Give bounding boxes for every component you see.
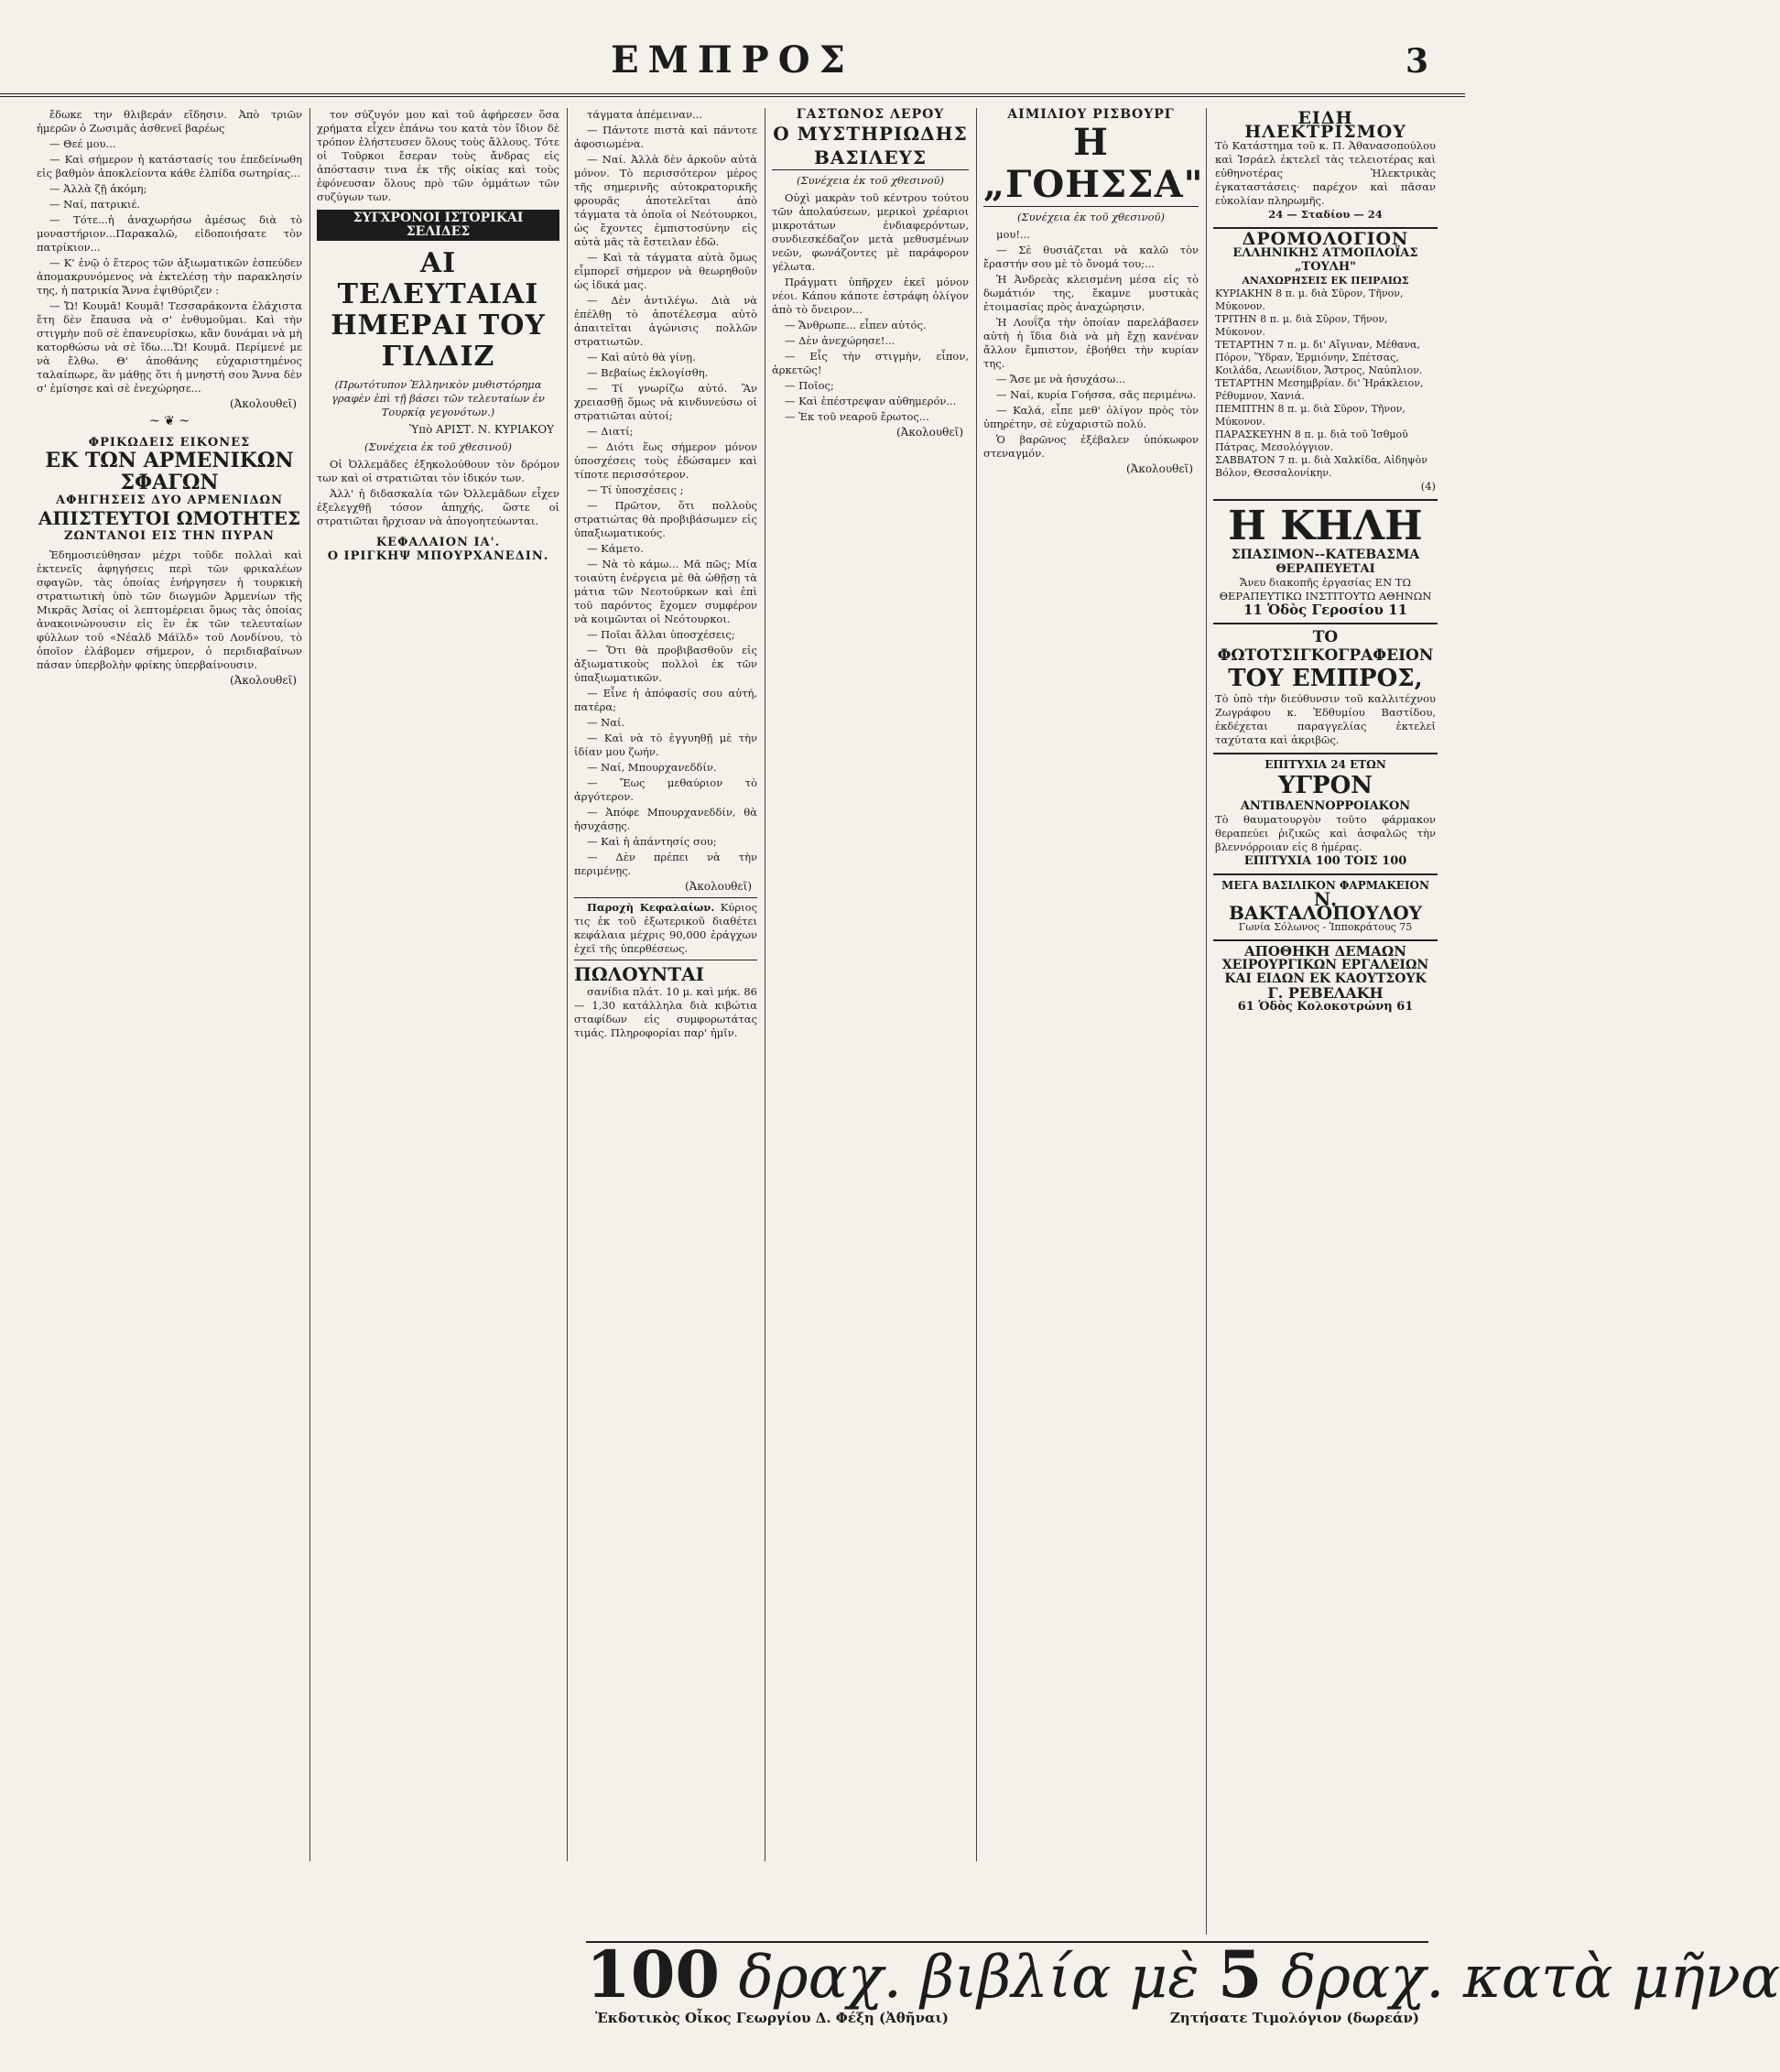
- schedule-line: ΠΑΡΑΣΚΕΥΗΝ 8 π. μ. διὰ τοῦ Ἰσθμοῦ Πάτρας, Μεσολόγγιον.: [1215, 429, 1408, 453]
- banner-text: δραχ. βιβλία μὲ: [738, 1944, 1199, 2012]
- serial-title: Η „ΓΟΗΣΣΑ": [983, 121, 1204, 206]
- col3-paragraph: — Νὰ τὸ κάμω... Μᾶ πῶς; Μία τοιαύτη ἐνέργεια μὲ θὰ ὠθῇσῃ τὰ μάτια τῶν Νεοτούρκων καὶ ἐπὶ τοῦ παρόντος ἔχομεν συμφέρον νὰ κοιμῶνται οἱ Νεότουρκοι.: [574, 558, 757, 625]
- col5-paragraph: Ἡ Λουΐζα τὴν ὁποίαν παρελάβασεν αὐτὴ ἡ ἴδια διὰ νὰ μὴ ἔχῃ κανέναν ἄλλον ἔμπιστον, ἐβοήθει τὴν κυρίαν της.: [983, 316, 1199, 370]
- chapter-number: ΚΕΦΑΛΑΙΟΝ ΙΑ'.: [375, 536, 501, 549]
- continued-note: (Ἀκολουθεῖ): [229, 674, 297, 687]
- sale-body: σανίδια πλάτ. 10 μ. καὶ μήκ. 86— 1,30 κατάλληλα διὰ κιβώτια σταφίδων εἰς συμφορωτάτας τιμάς. Πληροφορίαι παρ' ἡμῖν.: [574, 985, 757, 1039]
- col4-paragraph: — Ἄνθρωπε... εἶπεν αὐτός.: [785, 319, 927, 331]
- ads-column: [1213, 108, 1438, 1935]
- headline-sub: ΑΦΗΓΗΣΕΙΣ ΔΥΟ ΑΡΜΕΝΙΔΩΝ: [56, 494, 283, 507]
- continued-note: (Ἀκολουθεῖ): [895, 426, 963, 439]
- banner-number: 5: [1217, 1936, 1263, 2012]
- ad-address: 11 Ὁδὸς Γεροσίου 11: [1243, 602, 1408, 618]
- column-3: [574, 108, 757, 1861]
- masthead: [0, 37, 1465, 97]
- serial-author: ΑΙΜΙΛΙΟΥ ΡΙΣΒΟΥΡΓ: [1007, 107, 1175, 122]
- banner-publisher: Ἐκδοτικὸς Οἶκος Γεωργίου Δ. Φέξη (Ἀθῆναι): [595, 2010, 949, 2026]
- ad-body: Τὸ θαυματουργὸν τοῦτο φάρμακον θεραπεύει ῥιζικῶς καὶ ἀσφαλῶς τὴν βλεννόρροιαν εἰς 8 ἡμέρας.: [1215, 813, 1436, 853]
- column-4: [772, 108, 969, 1861]
- col3-paragraph: — Ἀπόφε Μπουρχανεδδίν, θὰ ἡσυχάσῃς.: [574, 806, 757, 832]
- col1-paragraph: Ἐδημοσιεύθησαν μέχρι τοῦδε πολλαὶ καὶ ἐκτενεῖς ἀφηγήσεις περὶ τῶν φρικαλέων σφαγῶν, τὰς ὁποίας ἐνήργησεν ἡ τουρκικὴ στρατιωτικὴ ὑπὸ τῶν διωγμῶν Ἀρμενίων τῆς Μικρᾶς Ἀσίας οἱ λεπτομέρειαι ὅμως τὰς ὁποίας ἀνακοινώνουσιν εἰς ἓν ἐκ τῶν τελευταίων φύλλων τοῦ «Νέαλδ Μάϊλδ» τοῦ Λονδίνου, τὸ ὁποῖον ἐλάβομεν σήμερον, ὁ περιδιαβαίνων πάσαν ὑπερβολὴν φρίκης ὑπερβαίνουσιν.: [37, 548, 302, 671]
- column-rule: [567, 108, 568, 1861]
- ad-title: ΧΕΙΡΟΥΡΓΙΚΩΝ ΕΡΓΑΛΕΙΩΝ: [1221, 958, 1429, 972]
- ornament-divider-icon: ~ ❦ ~: [148, 414, 190, 429]
- chapter-title: Ο ΙΡΙΓΚΗΨ ΜΠΟΥΡΧΑΝΕΔΙΝ.: [327, 549, 549, 563]
- banner-catalog: Ζητήσατε Τιμολόγιον (δωρεάν): [1169, 2010, 1419, 2026]
- schedule-line: ΠΕΜΠΤΗΝ 8 π. μ. διὰ Σῦρον, Τῆνον, Μύκονον.: [1215, 403, 1406, 428]
- col3-paragraph: — Διότι ἕως σήμερον μόνον ὑποσχέσεις τοὺς ἐδώσαμεν καὶ τίποτε περισσότερον.: [574, 440, 757, 481]
- sale-title: ΠΩΛΟΥΝΤΑΙ: [574, 963, 704, 985]
- headline-sub: ΑΠΙΣΤΕΥΤΟΙ ΩΜΟΤΗΤΕΣ: [38, 507, 301, 529]
- section-bar: ΣΥΓΧΡΟΝΟΙ ΙΣΤΟΡΙΚΑΙ ΣΕΛΙΔΕΣ: [317, 210, 559, 241]
- col1-paragraph: — Τότε...ἡ ἀναχωρήσω ἀμέσως διὰ τὸ μοναστήριον...Παρακαλῶ, εἰδοποιήσατε τὸν πατρίκιον...: [37, 213, 302, 254]
- ad-title: ΑΠΟΘΗΚΗ ΔΕΜΑΩΝ: [1244, 943, 1406, 960]
- ad-subtitle: ΑΝΑΧΩΡΗΣΕΙΣ ΕΚ ΠΕΙΡΑΙΩΣ: [1242, 275, 1409, 287]
- col5-paragraph: — Ναί, κυρία Γοήσσα, σᾶς περιμένω.: [996, 388, 1197, 401]
- serial-headline: [317, 248, 559, 373]
- serial-continuation: (Συνέχεια ἐκ τοῦ χθεσινοῦ): [797, 174, 944, 187]
- col3-paragraph: — Δὲν πρέπει νὰ τὴν περιμένῃς.: [574, 851, 757, 877]
- notice-title: Παροχὴ Κεφαλαίων.: [587, 901, 715, 914]
- ad-ref: (4): [1420, 480, 1436, 493]
- continued-note: (Ἀκολουθεῖ): [229, 397, 297, 410]
- ad-electric: [1213, 108, 1438, 229]
- schedule-line: ΤΡΙΤΗΝ 8 π. μ. διὰ Σῦρον, Τῆνον, Μύκονον.: [1215, 313, 1388, 338]
- ad-subtitle: ΕΠΙΤΥΧΙΑ 100 ΤΟΙΣ 100: [1243, 854, 1407, 868]
- serial-title: ΗΜΕΡΑΙ ΤΟΥ ΓΙΛΔΙΖ: [331, 309, 546, 373]
- ad-subtitle: ΑΝΤΙΒΛΕΝΝΟΡΡΟΙΑΚΟΝ: [1240, 799, 1411, 813]
- ad-address: 24 — Σταδίου — 24: [1268, 208, 1383, 221]
- column-2: [317, 108, 559, 1861]
- ad-title: Η ΚΗΛΗ: [1228, 503, 1423, 549]
- article-headline: [37, 436, 302, 543]
- col5-paragraph: — Σὲ θυσιάζεται νὰ καλῶ τὸν ἔραστήν σου μὲ τὸ ὄνομά του;...: [983, 244, 1199, 270]
- sale-notice: [574, 960, 757, 1040]
- ad-name: Γ. ΡΕΒΕΛΑΚΗ: [1267, 984, 1384, 1002]
- ad-title: ΤΟ ΦΩΤΟΤΣΙΓΚΟΓΡΑΦΕΙΟΝ: [1217, 628, 1434, 665]
- serial-note: (Πρωτότυπον Ἑλληνικὸν μυθιστόρημα γραφὲν ἐπὶ τῇ βάσει τῶν τελευταίων ἐν Τουρκίᾳ γεγονότων.): [331, 378, 545, 418]
- banner-text: δραχ. κατὰ μῆνα: [1280, 1944, 1780, 2012]
- col3-paragraph: — Κάμετο.: [587, 542, 644, 555]
- col1-paragraph: — Θεέ μου...: [49, 137, 116, 150]
- ad-pharmacy: [1213, 875, 1438, 941]
- col1-paragraph: — Καὶ σήμερον ἡ κατάστασίς του ἐπεδείνωθη εἰς βαθμὸν ἀποκλείοντα κάθε ἐλπίδα σωτηρίας...: [37, 153, 302, 179]
- ad-company: ΕΛΛΗΝΙΚΗΣ ΑΤΜΟΠΛΟΪΑΣ „ΤΟΥΛΗ": [1232, 246, 1418, 274]
- ad-body: Τὸ ὑπὸ τὴν διεύθυνσιν τοῦ καλλιτέχνου Ζωγράφου κ. Ἐδθυμίου Βαστίδου, ἐκδέχεται παραγγελίας ἐκτελεῖ ταχύτατα καὶ ἀκριβῶς.: [1215, 692, 1436, 746]
- ad-address: 61 Ὁδὸς Κολοκοτρώνη 61: [1237, 1000, 1414, 1014]
- col1-paragraph: — Ὤ! Κουμᾶ! Κουμᾶ! Τεσσαράκοντα ἐλάχιστα ἔτη δὲν ἔπαυσα νὰ σ' ἐνθυμοῦμαι. Καὶ τὴν στιγμὴν ποῦ σὲ ἐπανευρίσκω, κἂν δυνάμαι νὰ μὴ κατορθώσω νὰ σὲ ἴδω....Ὤ! Κουμᾶ. Περίμενέ με νὰ ἔλθω. Θ' ἀποθάνης εὐχαριστημένος ταλαίπωρε, ἂν μάθῃς ὅτι ἡ μνηστή σου Ἄννα δὲν σ' ἐμίσησε καὶ σὲ ἐνεχώρησε...: [37, 299, 302, 395]
- col3-paragraph: — Ναί. Ἀλλὰ δὲν ἀρκοῦν αὐτὰ μόνον. Τὸ περισσότερον μέρος τῆς σημερινῆς αὐτοκρατορικῆς φρουρᾶς ἀποτελεῖται ἀπὸ τάγματα τὰ ὁποῖα οἱ Νεότουρκοι, ὡς ἔχοντες ἐμπιστοσύνην εἰς αὐτὰ μᾶς τὰ ἔστειλαν ἐδῶ.: [574, 153, 757, 248]
- col4-paragraph: — Καὶ ἐπέστρεψαν αὐθημερόν...: [785, 395, 957, 407]
- col5-paragraph: Ἡ Ἀνδρεὰς κλεισμένη μέσα εἰς τὸ δωμάτιόν της, ἔκαμνε μυστικὰς ἑτοιμασίας πρὸς ἀναχώρησιν.: [983, 273, 1199, 313]
- col4-paragraph: Πράγματι ὑπῆρχεν ἐκεῖ μόνον νέοι. Κάπου κάποτε ἐστράφη ὀλίγον ἀπὸ τὸ ὄνειρον...: [772, 276, 969, 316]
- col4-paragraph: — Ποῖος;: [785, 379, 834, 392]
- col4-paragraph: — Ἐκ τοῦ νεαροῦ ἔρωτος...: [785, 410, 929, 423]
- serial-title: ΑΙ ΤΕΛΕΥΤΑΙΑΙ: [337, 247, 539, 310]
- col1-paragraph: — Ναί, πατρικιέ.: [49, 198, 141, 211]
- ad-medicine: [1213, 754, 1438, 875]
- ad-hernia: [1213, 501, 1438, 624]
- serial-header: [772, 108, 969, 170]
- col3-paragraph: — Καὶ νὰ τὸ ἐγγυηθῇ μὲ τὴν ἰδίαν μου ζωήν.: [574, 732, 757, 758]
- col3-paragraph: — Δὲν ἀντιλέγω. Διὰ νὰ ἐπέλθῃ τὸ ἀποτέλεσμα αὐτὸ ἀπαιτεῖται ἀγώνισις πολλῶν στρατιωτῶν.: [574, 294, 757, 348]
- ad-title: ΥΓΡΟΝ: [1278, 772, 1373, 799]
- ad-kicker: ΕΠΙΤΥΧΙΑ 24 ΕΤΩΝ: [1264, 758, 1386, 771]
- ad-body: Τὸ Κατάστημα τοῦ κ. Π. Ἀθανασοπούλου καὶ Ἱσράελ ἐκτελεῖ τὰς τελειοτέρας καὶ εὐθηνοτέρας Ἠλεκτρικὰς ἐγκαταστάσεις· παρέχον καὶ πᾶσαν εὐκολίαν πληρωμῆς.: [1215, 139, 1436, 207]
- column-rule: [1206, 108, 1207, 1935]
- col1-paragraph: — Ἀλλὰ ζῇ ἀκόμη;: [49, 182, 147, 195]
- ad-title: ΚΑΙ ΕΙΔΩΝ ΕΚ ΚΑΟΥΤΣΟΥΚ: [1224, 971, 1427, 986]
- banner-footer: [586, 2010, 1428, 2026]
- ad-title: ΔΡΟΜΟΛΟΓΙΟΝ: [1242, 229, 1409, 249]
- col5-paragraph: — Ἄσε με νὰ ἡσυχάσω...: [996, 373, 1126, 385]
- bottom-banner-ad: [586, 1936, 1780, 2034]
- column-5: [983, 107, 1204, 1861]
- serial-header: [983, 107, 1204, 207]
- column-1: [37, 108, 302, 1861]
- col5-paragraph: μου!...: [996, 228, 1030, 241]
- notice-body: Κύριος τις ἐκ τοῦ ἐξωτερικοῦ διαθέτει κεφάλαια μέχρις 90,000 ἐράγχων ἐχεῖ τῆς ὑπερθέσεως.: [574, 901, 758, 955]
- column-rule: [976, 108, 977, 1861]
- col2-paragraph: Ἀλλ' ἡ διδασκαλία τῶν Ὀλλεμᾶδων εἶχεν ἐξελεγχθῇ τόσον ἀπηχής, ὥστε οἱ στρατιῶται ἤρχισαν νὰ ἀπογοητεύωνται.: [317, 487, 559, 527]
- headline-sub: ΖΩΝΤΑΝΟΙ ΕΙΣ ΤΗΝ ΠΥΡΑΝ: [64, 529, 275, 543]
- schedule-line: ΤΕΤΑΡΤΗΝ 7 π. μ. δι' Αἴγιναν, Μέθανα, Πόρον, Ὕδραν, Ἑρμιόνην, Σπέτσας, Κοιλάδα, Λεωνίδιον, Ἄστρος, Ναύπλιον.: [1215, 339, 1423, 376]
- page-number: 3: [1405, 42, 1428, 81]
- col3-paragraph: — Ἔως μεθαύριον τὸ ἀργότερον.: [574, 776, 757, 803]
- col3-paragraph: — Ὅτι θὰ προβιβασθοῦν εἰς ἀξιωματικοὺς πολλοὶ ἐκ τῶν ὑπαξιωματικῶν.: [574, 644, 757, 684]
- col3-paragraph: — Καὶ ἡ ἀπάντησίς σου;: [587, 835, 717, 848]
- ad-kicker: ΜΕΓΑ ΒΑΣΙΛΙΚΟΝ ΦΑΡΜΑΚΕΙΟΝ: [1221, 879, 1429, 892]
- headline-kicker: ΦΡΙΚΩΔΕΙΣ ΕΙΚΟΝΕΣ: [88, 436, 251, 450]
- ad-title: ΤΟΥ ΕΜΠΡΟΣ,: [1228, 665, 1423, 692]
- column-rule: [309, 108, 310, 1861]
- col2-paragraph: τον σύζυγόν μου καὶ τοῦ ἀφήρεσεν ὅσα χρήματα εἶχεν ἐπάνω του κατὰ τὸν ἴδιον δὲ τρόπον ἐλήστευσεν ὅλους τοὺς ἄλλους. Τότε οἱ Τοῦρκοι ἔσεραν τοὺς ἄνδρας εἰς ἀπόστασιν τινα ἐκ τῆς οἰκίας καὶ τοὺς ἐφόνευσαν ὅλους πρὸ τῶν ὀμμάτων τῶν συζύγων των.: [317, 108, 559, 203]
- schedule-line: ΣΑΒΒΑΤΟΝ 7 π. μ. διὰ Χαλκίδα, Αἰδηψὸν Βόλον, Θεσσαλονίκην.: [1215, 454, 1427, 479]
- col3-paragraph: — Τί γνωρίζω αὐτό. Ἂν χρειασθῇ ὅμως νὰ κινδυνεύσω οἱ στρατιῶται αὐτοί;: [574, 382, 757, 422]
- serial-title: Ο ΜΥΣΤΗΡΙΩΔΗΣ ΒΑΣΙΛΕΥΣ: [773, 123, 968, 168]
- ad-rubber-goods: [1213, 941, 1438, 1019]
- col3-paragraph: — Καὶ αὐτὸ θὰ γίνῃ.: [587, 351, 696, 363]
- serial-continuation: (Συνέχεια ἐκ τοῦ χθεσινοῦ): [1017, 211, 1165, 223]
- col3-paragraph: — Πρῶτον, ὅτι πολλοὺς στρατιώτας θὰ προβιβάσωμεν εἰς ὑπαξιωματικούς.: [574, 499, 757, 539]
- col3-paragraph: — Βεβαίως ἐκλογίσθη.: [587, 366, 709, 379]
- col4-paragraph: Οὐχὶ μακρὰν τοῦ κέντρου τούτου τῶν ἀπολαύσεων, μερικοὶ χρέαριοι μικροτάτων ἐνδιαφερόντων, συνδιεσκέδαζον μετὰ μεθυσμένων νεῶν, φωνάζοντες μὲ παράφορον γέλωτα.: [772, 191, 969, 273]
- col3-paragraph: — Ποῖαι ἄλλαι ὑποσχέσεις;: [587, 628, 735, 641]
- serial-author: Ὑπὸ ΑΡΙΣΤ. Ν. ΚΥΡΙΑΚΟΥ: [409, 423, 554, 436]
- ad-photo-studio: [1213, 624, 1438, 754]
- col2-paragraph: Οἱ Ὀλλεμᾶδες ἐξηκολούθουν τὸν δρόμον των καὶ οἱ στρατιῶται τὸν ἰδικόν των.: [317, 458, 559, 484]
- col3-paragraph: — Διατί;: [587, 425, 634, 438]
- continued-note: (Ἀκολουθεῖ): [1125, 462, 1193, 475]
- col4-paragraph: — Εἶς τὴν στιγμὴν, εἶπον, ἀρκετῶς!: [772, 350, 969, 376]
- ad-title: Ν. ΒΑΚΤΑΛΟΠΟΥΛΟΥ: [1229, 888, 1422, 924]
- schedule-line: ΚΥΡΙΑΚΗΝ 8 π. μ. διὰ Σῦρον, Τῆνον, Μύκονον.: [1215, 287, 1404, 312]
- ad-subtitle: ΘΕΡΑΠΕΥΕΤΑΙ: [1275, 562, 1375, 576]
- capital-notice: [574, 897, 757, 956]
- ad-shipping-schedule: [1213, 229, 1438, 501]
- banner-number: 100: [586, 1936, 721, 2012]
- col3-paragraph: — Ναί, Μπουρχανεδδίν.: [587, 761, 717, 774]
- col3-paragraph: τάγματα ἀπέμειναν...: [587, 108, 702, 121]
- col3-paragraph: — Τί ὑποσχέσεις ;: [587, 483, 684, 496]
- col3-paragraph: — Εἶνε ἡ ἀπόφασίς σου αὐτή, πατέρα;: [574, 687, 757, 713]
- col3-paragraph: — Πάντοτε πιστὰ καὶ πάντοτε ἀφοσιωμένα.: [574, 124, 757, 150]
- serial-author: ΓΑΣΤΩΝΟΣ ΛΕΡΟΥ: [796, 107, 945, 122]
- ad-address: Γωνία Σόλωνος - Ἱπποκράτους 75: [1238, 921, 1413, 933]
- ad-body: Ἄνευ διακοπῆς ἐργασίας ΕΝ ΤΩ ΘΕΡΑΠΕΥΤΙΚΩ ΙΝΣΤΙΤΟΥΤΩ ΑΘΗΝΩΝ: [1219, 576, 1432, 602]
- newspaper-title: ΕΜΠΡΟΣ: [611, 38, 854, 81]
- continued-note: (Ἀκολουθεῖ): [684, 880, 752, 893]
- ad-subtitle: ΣΠΑΣΙΜΟΝ--ΚΑΤΕΒΑΣΜΑ: [1231, 548, 1420, 562]
- col5-paragraph: Ὁ βαρῶνος ἐξέβαλεν ὑπόκωφον στεναγμόν.: [983, 433, 1199, 460]
- col1-paragraph: ἔδωκε την θλιβεράν εἴδησιν. Ἀπὸ τριῶν ἡμερῶν ὁ Ζωσιμᾶς ἀσθενεῖ βαρέως: [37, 108, 302, 135]
- col5-paragraph: — Καλά, εἶπε μεθ' ὀλίγον πρὸς τὸν ὑπηρέτην, σὲ εὐχαριστῶ πολύ.: [983, 404, 1199, 430]
- schedule-line: ΤΕΤΑΡΤΗΝ Μεσημβρίαν. δι' Ἡράκλειον, Ρέθυμνον, Χανιά.: [1215, 377, 1424, 402]
- chapter-heading: [317, 536, 559, 563]
- ad-title: ΕΙΔΗ ΗΛΕΚΤΡΙΣΜΟΥ: [1244, 108, 1406, 142]
- col3-paragraph: — Καὶ τὰ τάγματα αὐτὰ ὅμως εἶμπορεῖ σήμερον νὰ θεωρηθοῦν ὡς ἰδικά μας.: [574, 251, 757, 291]
- banner-headline: [586, 1936, 1780, 2012]
- col3-paragraph: — Ναί.: [587, 716, 625, 729]
- col4-paragraph: — Δὲν ἀνεχώρησε!...: [785, 334, 895, 347]
- col1-paragraph: — Κ' ἐνῷ ὁ ἕτερος τῶν ἀξιωματικῶν ἐσπεύδεν ἀπομακρυνόμενος νὰ ἐκτελέσῃ τὴν παρακλησίν της, ἡ πατρικία Ἄννα ἐψιθύριζεν :: [37, 256, 302, 297]
- headline-main: ΕΚ ΤΩΝ ΑΡΜΕΝΙΚΩΝ ΣΦΑΓΩΝ: [45, 449, 294, 494]
- serial-continuation: (Συνέχεια ἐκ τοῦ χθεσινοῦ): [364, 440, 512, 453]
